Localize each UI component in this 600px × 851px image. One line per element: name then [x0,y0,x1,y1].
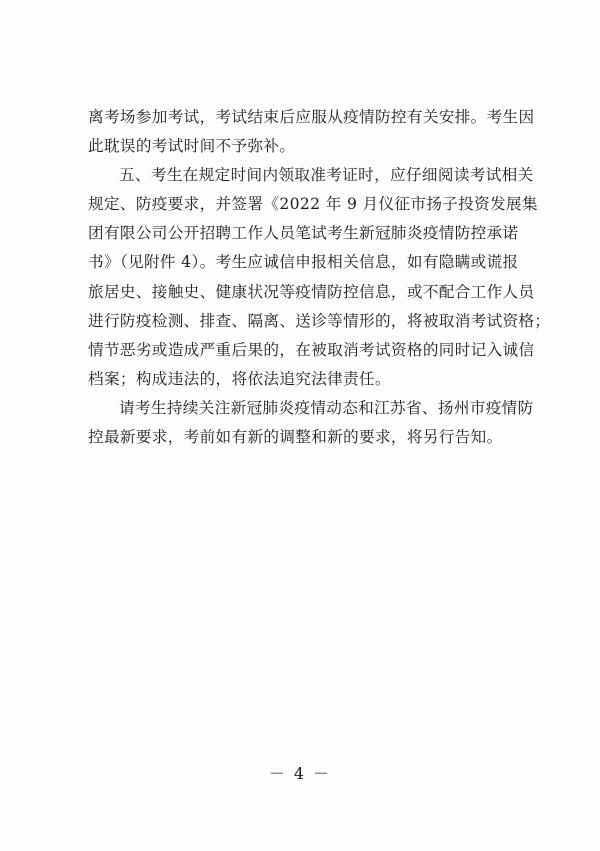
paragraph-line: 情节恶劣或造成严重后果的，在被取消考试资格的同时记入诚信 [88,340,535,359]
paragraph-line: 请考生持续关注新冠肺炎疫情动态和江苏省、扬州市疫情防 [119,398,534,417]
paragraph-line: 规定、防疫要求，并签署《2022 年 9 月仪征市扬子投资发展集 [88,195,538,214]
paragraph-line: 控最新要求，考前如有新的调整和新的要求，将另行告知。 [88,428,503,447]
paragraph-line: 档案；构成违法的，将依法追究法律责任。 [88,369,391,388]
paragraph-line: 团有限公司公开招聘工作人员笔试考生新冠肺炎疫情防控承诺 [88,224,519,243]
page-number: － 4 － [268,764,332,783]
paragraph-line: 此耽误的考试时间不予弥补。 [88,137,296,156]
paragraph-line: 书》（见附件 4）。考生应诚信申报相关信息，如有隐瞒或谎报 [88,253,519,272]
paragraph-line: 五、考生在规定时间内领取准考证时，应仔细阅读考试相关 [119,166,534,185]
paragraph-line: 旅居史、接触史、健康状况等疫情防控信息，或不配合工作人员 [88,282,535,301]
paragraph-line: 离考场参加考试，考试结束后应服从疫情防控有关安排。考生因 [88,108,535,126]
paragraph-line: 进行防疫检测、排查、隔离、送诊等情形的，将被取消考试资格； [88,311,551,330]
body-text [88,103,551,452]
